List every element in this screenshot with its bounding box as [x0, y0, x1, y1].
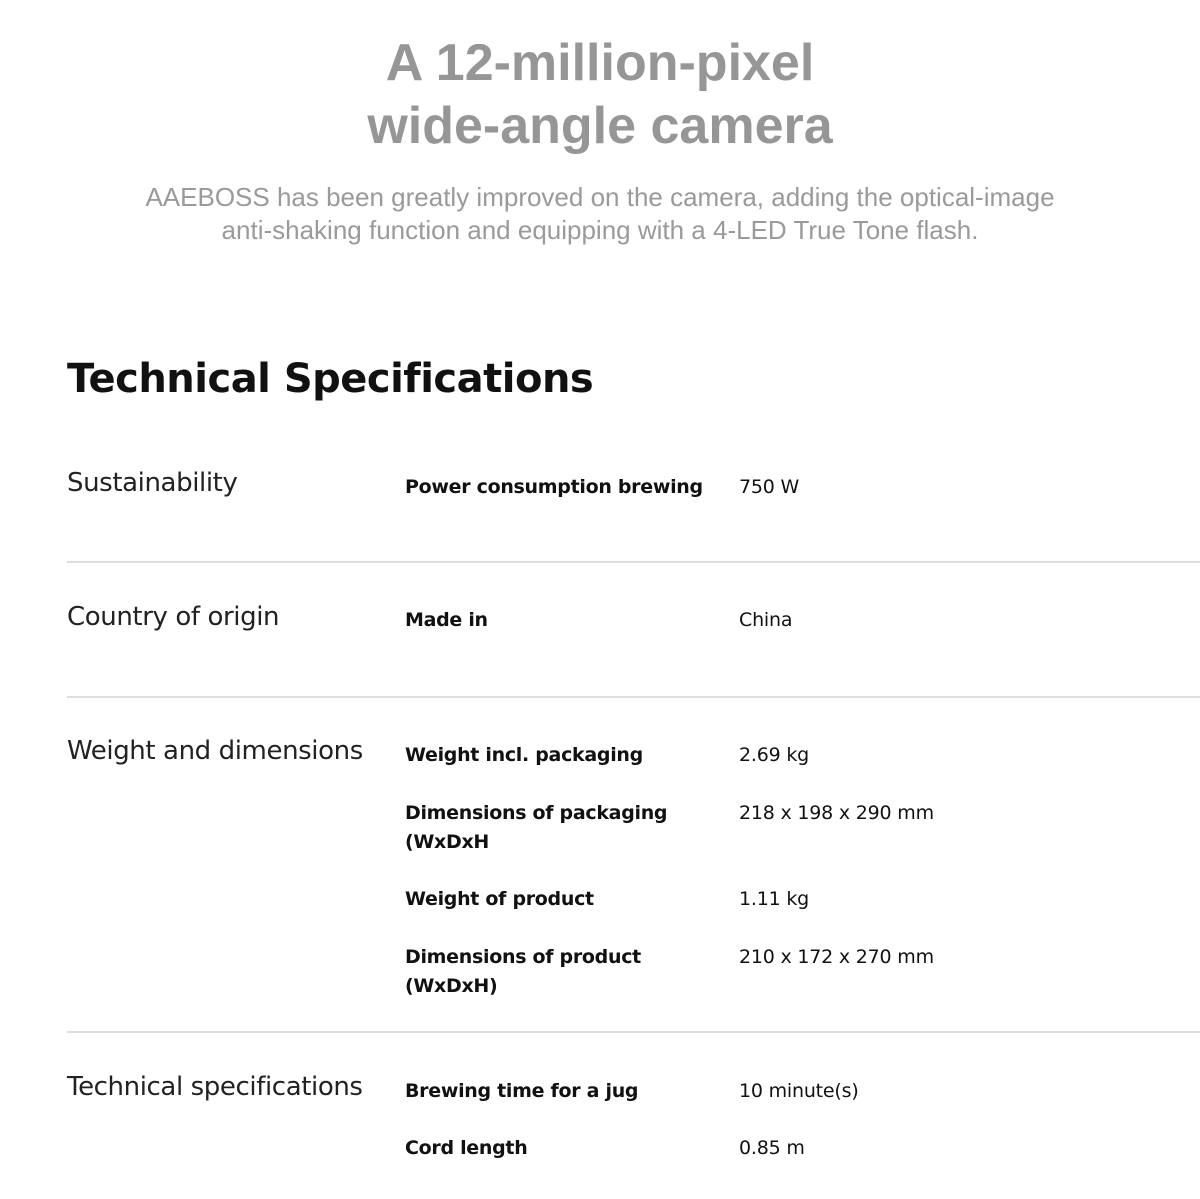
- hero-title: [0, 32, 1200, 158]
- spec-value: 1.11 kg: [739, 888, 810, 910]
- spec-label: Made in: [405, 609, 488, 631]
- spec-label-line: Dimensions of packaging: [405, 802, 668, 824]
- hero-subtitle-line: AAEBOSS has been greatly improved on the camera, adding the optical-image: [145, 182, 1055, 212]
- spec-value: 2.69 kg: [739, 744, 810, 766]
- hero-subtitle: [100, 181, 1100, 247]
- spec-label: Cord length: [405, 1137, 528, 1159]
- group-title: Weight and dimensions: [67, 736, 363, 766]
- divider: [67, 561, 1200, 563]
- spec-label-line: (WxDxH: [405, 831, 490, 853]
- group-title: Country of origin: [67, 602, 280, 632]
- spec-value: 750 W: [739, 476, 800, 498]
- hero-title-line: wide-angle camera: [367, 97, 833, 155]
- spec-label: [405, 799, 725, 857]
- spec-value: 218 x 198 x 290 mm: [739, 802, 934, 824]
- group-title: Sustainability: [67, 468, 238, 498]
- group-title: Technical specifications: [67, 1072, 363, 1102]
- spec-label: Dimensions of product (WxDxH): [405, 946, 641, 997]
- spec-value: 0.85 m: [739, 1137, 805, 1159]
- divider: [67, 696, 1200, 698]
- spec-value: 210 x 172 x 270 mm: [739, 946, 934, 968]
- spec-value: 10 minute(s): [739, 1080, 859, 1102]
- divider: [67, 1031, 1200, 1033]
- spec-label: Brewing time for a jug: [405, 1080, 639, 1102]
- hero-subtitle-line: anti-shaking function and equipping with a 4-LED True Tone flash.: [221, 215, 979, 245]
- spec-heading: Technical Specifications: [67, 356, 594, 402]
- spec-label: Weight incl. packaging: [405, 744, 643, 766]
- spec-value: China: [739, 609, 793, 631]
- spec-label: Weight of product: [405, 888, 594, 910]
- spec-label: Power consumption brewing: [405, 476, 703, 498]
- hero-title-line: A 12-million-pixel: [385, 34, 815, 92]
